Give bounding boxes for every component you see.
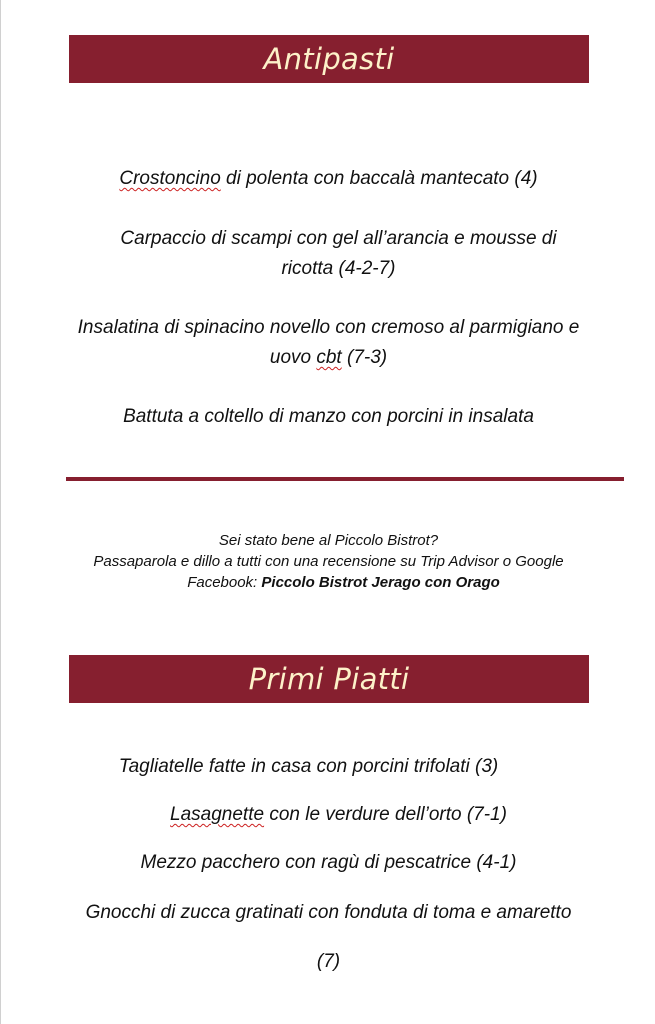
promo-facebook-line: [21, 572, 636, 593]
dish-item: [21, 164, 636, 194]
dish-item: [1, 752, 616, 782]
section-divider: [66, 477, 624, 481]
dish-text: di polenta con baccalà mantecato (4): [220, 168, 538, 189]
promo-facebook-label: Facebook:: [187, 574, 262, 591]
dish-text: Carpaccio di scampi con gel all’arancia e mousse di: [120, 228, 557, 249]
promo-line: Sei stato bene al Piccolo Bistrot?: [218, 532, 439, 549]
dish-item: [31, 224, 646, 284]
section-header-antipasti: [69, 35, 589, 83]
dish-item: [21, 898, 636, 977]
dish-text: Tagliatelle fatte in casa con porcini trifolati (3): [118, 756, 499, 777]
promo-facebook-name: Piccolo Bistrot Jerago con Orago: [261, 574, 500, 591]
dish-text-cont: uovo: [269, 347, 317, 368]
section-title: Primi Piatti: [248, 662, 410, 696]
dish-item: [21, 313, 636, 373]
dish-text-cont: (7-3): [341, 347, 388, 368]
section-header-primi-piatti: [69, 655, 589, 703]
dish-text: con le verdure dell’orto (7-1): [264, 804, 507, 825]
dish-text: Battuta a coltello di manzo con porcini in insalata: [123, 406, 534, 427]
dish-text: Mezzo pacchero con ragù di pescatrice (4-1): [140, 852, 517, 873]
dish-item: [31, 800, 646, 830]
spellcheck-word: Crostoncino: [119, 168, 221, 189]
dish-text-cont: ricotta (4-2-7): [281, 258, 396, 279]
dish-item: [21, 402, 636, 432]
promo-line: Passaparola e dillo a tutti con una recensione su Trip Advisor o Google: [93, 553, 564, 570]
promo-block: [21, 530, 636, 593]
dish-text: Gnocchi di zucca gratinati con fonduta di toma e amaretto: [85, 902, 572, 923]
spellcheck-word: cbt: [316, 347, 342, 368]
spellcheck-word: Lasagnette: [170, 804, 265, 825]
dish-item: [21, 848, 636, 878]
section-title: Antipasti: [263, 42, 395, 76]
dish-text: Insalatina di spinacino novello con cremoso al parmigiano e: [77, 317, 580, 338]
dish-text-cont: (7): [316, 951, 341, 972]
